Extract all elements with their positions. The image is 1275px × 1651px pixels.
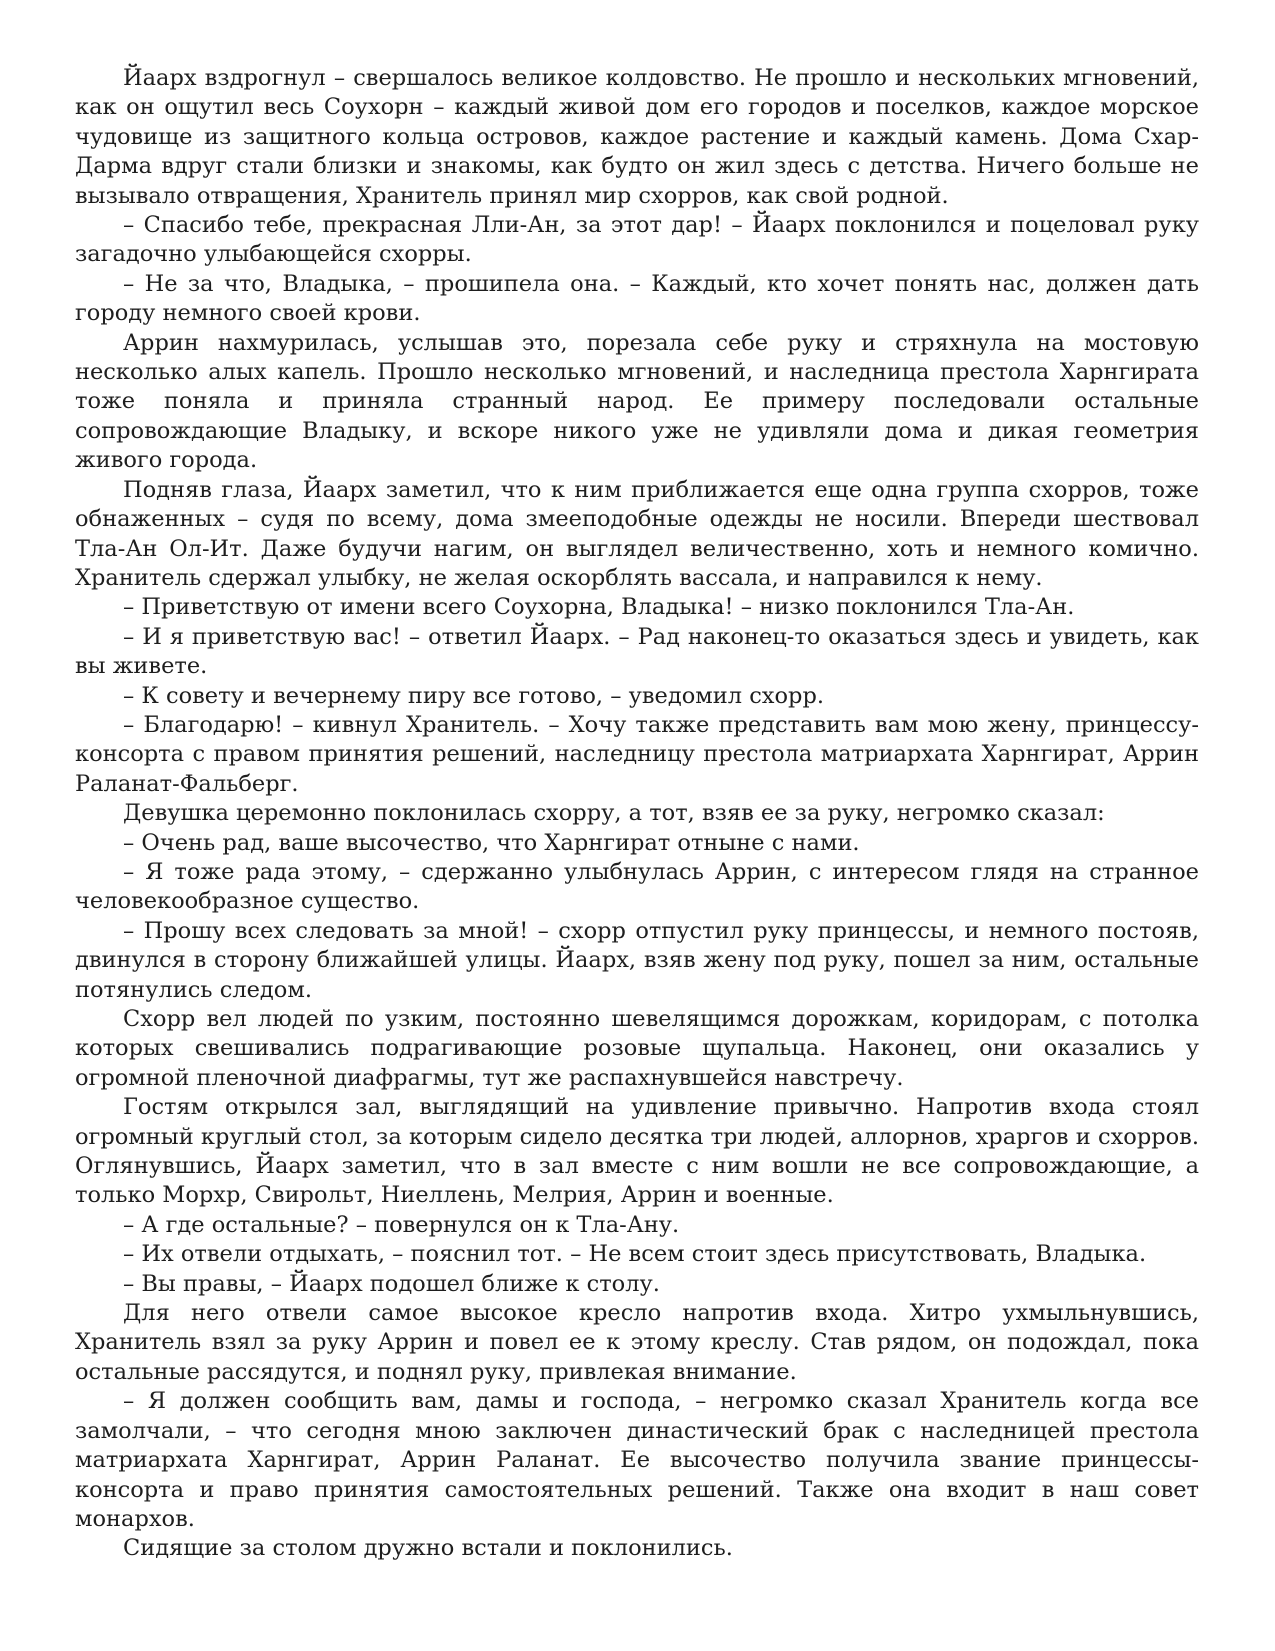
paragraph: Для него отвели самое высокое кресло напротив входа. Хитро ухмыльнувшись, Хранитель взял за руку Аррин и повел ее к этому креслу. Став рядом, он подождал, пока остальные рассядутся, и поднял руку, привлекая внимание. bbox=[75, 1300, 1199, 1385]
paragraph: Гостям открылся зал, выглядящий на удивление привычно. Напротив входа стоял огромный круглый стол, за которым сидело десятка три людей, аллорнов, храргов и схорров. Оглянувшись, Йаарх заметил, что в зал вместе с ним вошли не все сопровождающие, а только Морхр, Свирольт, Ниеллень, Мелрия, Аррин и военные. bbox=[75, 1094, 1199, 1209]
paragraph: Девушка церемонно поклонилась схорру, а тот, взяв ее за руку, негромко сказал: bbox=[123, 800, 1105, 827]
paragraph: – Спасибо тебе, прекрасная Лли-Ан, за этот дар! – Йаарх поклонился и поцеловал руку загадочно улыбающейся схорры. bbox=[75, 212, 1199, 268]
paragraph: – И я приветствую вас! – ответил Йаарх. – Рад наконец-то оказаться здесь и увидеть, как вы живете. bbox=[75, 623, 1199, 680]
paragraph: – Их отвели отдыхать, – пояснил тот. – Не всем стоит здесь присутствовать, Владыка. bbox=[123, 1241, 1147, 1268]
paragraph: – Не за что, Владыка, – прошипела она. – Каждый, кто хочет понять нас, должен дать городу немного своей крови. bbox=[75, 270, 1199, 327]
paragraph: – Я должен сообщить вам, дамы и господа, – негромко сказал Хранитель когда все замолчали, – что сегодня мною заключен династический брак с наследницей престола матриархата Харнгират, Аррин Раланат. Ее высочество получила звание принцессы-консорта и право принятия самостоятельных решений. Также она входит в наш совет монархов. bbox=[75, 1388, 1199, 1532]
paragraph: Подняв глаза, Йаарх заметил, что к ним приближается еще одна группа схорров, тоже обнаженных – судя по всему, дома змееподобные одежды не носили. Впереди шествовал Тла-Ан Ол-Ит. Даже будучи нагим, он выглядел величественно, хоть и немного комично. Хранитель сдержал улыбку, не желая оскорблять вассала, и направился к нему. bbox=[75, 476, 1199, 591]
paragraph: – Я тоже рада этому, – сдержанно улыбнулась Аррин, с интересом глядя на странное человекообразное существо. bbox=[75, 858, 1199, 915]
paragraph: – К совету и вечернему пиру все готово, – уведомил схорр. bbox=[123, 682, 824, 709]
paragraph: Схорр вел людей по узким, постоянно шевелящимся дорожкам, коридорам, с потолка которых свешивались подрагивающие розовые щупальца. Наконец, они оказались у огромной пленочной диафрагмы, тут же распахнувшейся навстречу. bbox=[75, 1006, 1199, 1091]
paragraph: – Вы правы, – Йаарх подошел ближе к столу. bbox=[123, 1270, 660, 1297]
paragraph: Аррин нахмурилась, услышав это, порезала себе руку и стряхнула на мостовую несколько алых капель. Прошло несколько мгновений, и наследница престола Харнгирата тоже поняла и приняла странный народ. Ее примеру последовали остальные сопровождающие Владыку, и вскоре никого уже не удивляли дома и дикая геометрия живого города. bbox=[75, 329, 1199, 474]
page-body bbox=[75, 64, 1199, 1564]
paragraph: Сидящие за столом дружно встали и поклонились. bbox=[123, 1535, 733, 1562]
paragraph: – Прошу всех следовать за мной! – схорр отпустил руку принцессы, и немного постояв, двинулся в сторону ближайшей улицы. Йаарх, взяв жену под руку, пошел за ним, остальные потянулись следом. bbox=[75, 917, 1199, 1003]
paragraph: – Благодарю! – кивнул Хранитель. – Хочу также представить вам мою жену, принцессу-консорта с правом принятия решений, наследницу престола матриархата Харнгират, Аррин Раланат-Фальберг. bbox=[75, 711, 1199, 797]
paragraph: – Очень рад, ваше высочество, что Харнгират отныне с нами. bbox=[123, 829, 860, 856]
paragraph: – А где остальные? – повернулся он к Тла-Ану. bbox=[123, 1211, 680, 1238]
paragraph: Йаарх вздрогнул – свершалось великое колдовство. Не прошло и нескольких мгновений, как он ощутил весь Соухорн – каждый живой дом его городов и поселков, каждое морское чудовище из защитного кольца островов, каждое растение и каждый камень. Дома Схар-Дарма вдруг стали близки и знакомы, как будто он жил здесь с детства. Ничего больше не вызывало отвращения, Хранитель принял мир схорров, как свой родной. bbox=[75, 65, 1199, 209]
paragraph: – Приветствую от имени всего Соухорна, Владыка! – низко поклонился Тла-Ан. bbox=[123, 594, 1075, 621]
